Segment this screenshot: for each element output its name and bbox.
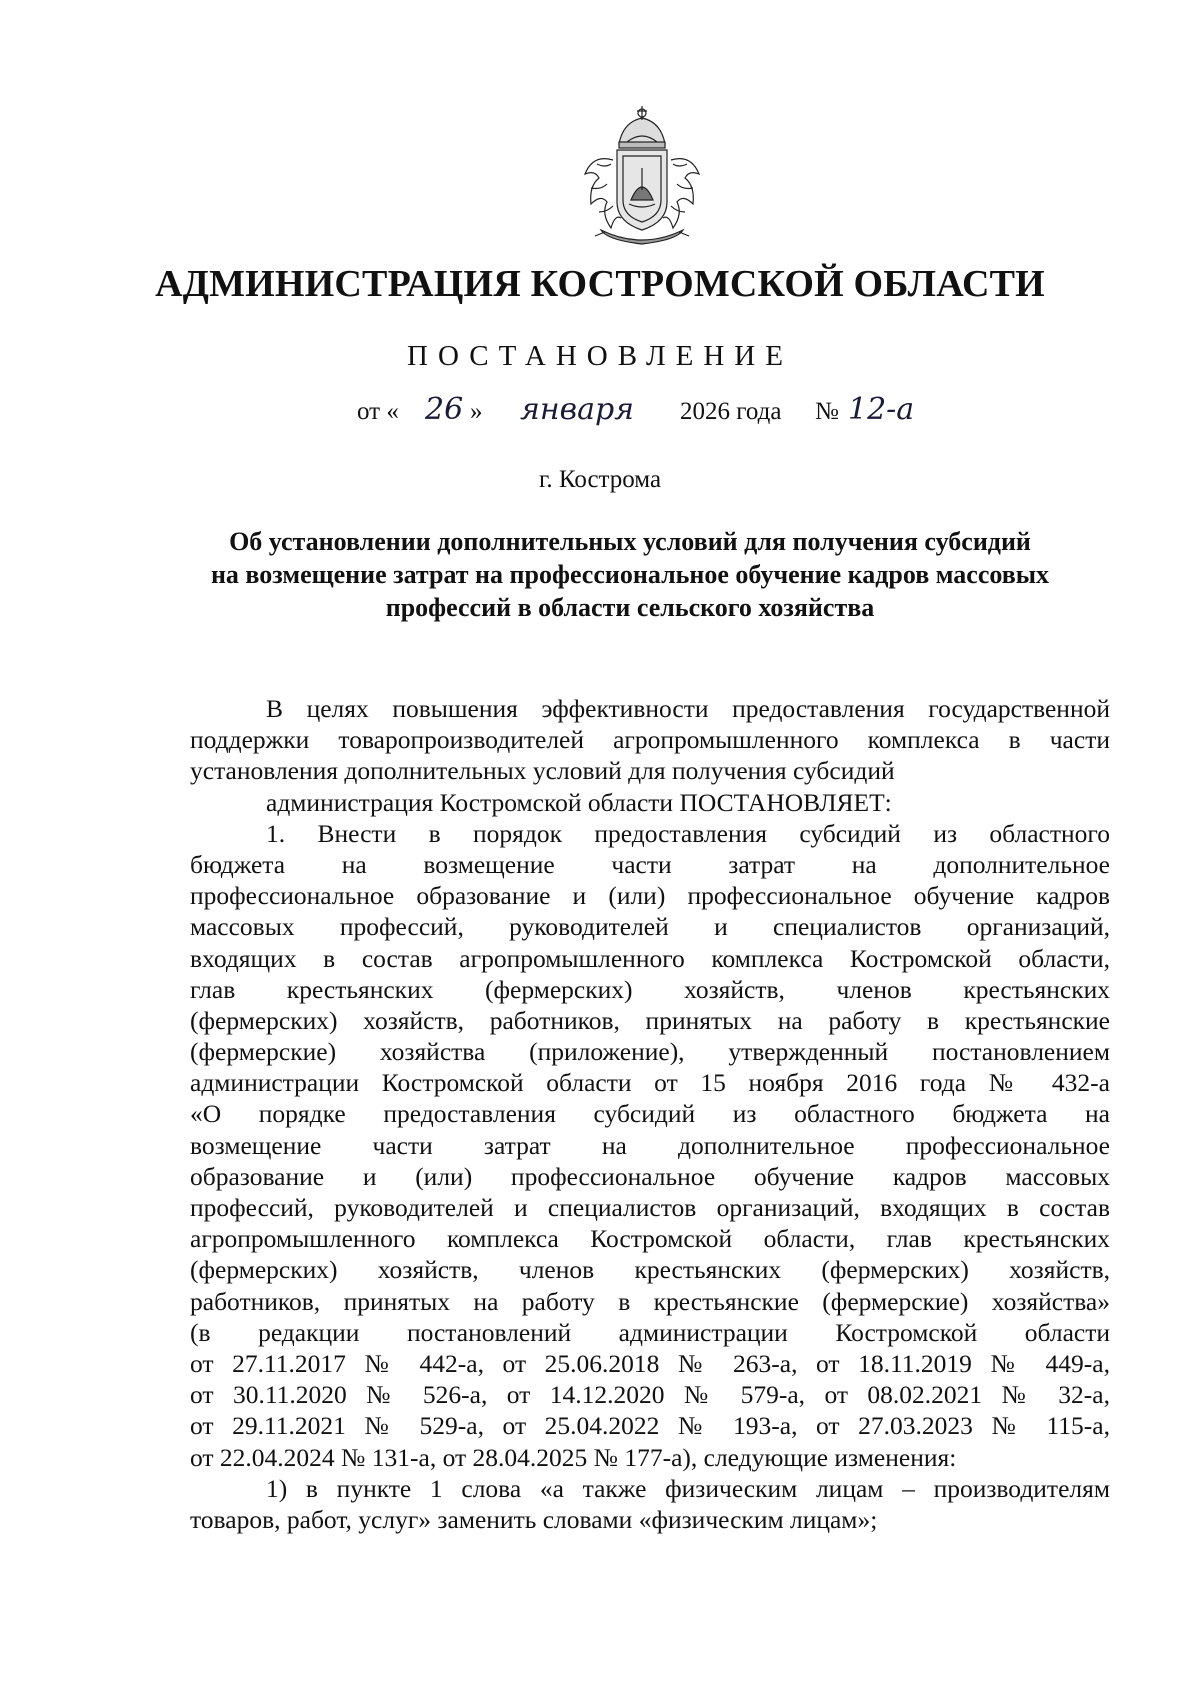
body-line: В целях повышения эффективности предоставления государственной [266,694,1110,723]
body-line: возмещение части затрат на дополнительное профессиональное [190,1130,1110,1160]
body-line: от 29.11.2021 № 529-а, от 25.04.2022 № 193-а, от 27.03.2023 № 115-а, [190,1411,1110,1441]
body-line: работников, принятых на работу в крестьянские (фермерские) хозяйства» [190,1286,1110,1316]
body-line: (фермерские) хозяйства (приложение), утвержденный постановлением [190,1037,1110,1067]
document-body [190,693,1110,1535]
body-line: (фермерских) хозяйств, работников, принятых на работу в крестьянские [190,1005,1110,1035]
date-year: 2026 года [680,398,782,425]
body-line: администрация Костромской области ПОСТАНОВЛЯЕТ: [266,787,892,817]
body-line: от 22.04.2024 № 131-а, от 28.04.2025 № 177-а), следующие изменения: [190,1442,957,1472]
handwritten-number: 12-а [848,392,915,427]
body-line: глав крестьянских (фермерских) хозяйств, членов крестьянских [190,974,1110,1004]
date-line [0,392,1200,438]
body-line: (фермерских) хозяйств, членов крестьянских (фермерских) хозяйств, [190,1255,1110,1285]
title-line: Об установлении дополнительных условий для получения субсидий [229,527,1031,556]
body-line: профессиональное образование и (или) профессиональное обучение кадров [190,881,1110,911]
coat-of-arms-icon [567,104,717,248]
body-line: от 30.11.2020 № 526-а, от 14.12.2020 № 579-а, от 08.02.2021 № 32-а, [190,1380,1110,1410]
handwritten-month: января [520,392,635,427]
body-line: 1. Внести в порядок предоставления субсидий из областного [266,818,1110,848]
body-line: (в редакции постановлений администрации Костромской области [190,1317,1110,1347]
body-line: товаров, работ, услуг» заменить словами «физическим лицам»; [190,1504,878,1534]
document-title [140,525,1120,624]
document-type: ПОСТАНОВЛЕНИЕ [407,340,793,372]
handwritten-day: 26 [425,392,464,427]
body-line: установления дополнительных условий для получения субсидий [190,756,895,786]
body-line: 1) в пункте 1 слова «а также физическим лицам – производителям [266,1473,1110,1503]
body-line: агропромышленного комплекса Костромской области, глав крестьянских [190,1224,1110,1254]
date-prefix: от « [357,398,399,425]
body-line: входящих в состав агропромышленного комплекса Костромской области, [190,943,1110,973]
body-line: массовых профессий, руководителей и специалистов организаций, [190,912,1110,942]
number-sign: № [815,398,839,425]
body-line: образование и (или) профессиональное обучение кадров массовых [190,1161,1110,1191]
body-line: от 27.11.2017 № 442-а, от 25.06.2018 № 263-а, от 18.11.2019 № 449-а, [190,1348,1110,1378]
body-line: «О порядке предоставления субсидий из областного бюджета на [190,1099,1110,1129]
body-line: профессий, руководителей и специалистов организаций, входящих в состав [190,1193,1110,1222]
organization-title: АДМИНИСТРАЦИЯ КОСТРОМСКОЙ ОБЛАСТИ [155,263,1045,305]
title-line: на возмещение затрат на профессиональное обучение кадров массовых [210,560,1050,589]
city: г. Кострома [538,466,662,493]
body-line: бюджета на возмещение части затрат на дополнительное [190,849,1110,879]
body-line: поддержки товаропроизводителей агропромышленного комплекса в части [190,725,1110,755]
date-quote-close: » [470,398,483,425]
title-line: профессий в области сельского хозяйства [385,593,875,622]
body-line: администрации Костромской области от 15 ноября 2016 года № 432-а [190,1068,1110,1098]
